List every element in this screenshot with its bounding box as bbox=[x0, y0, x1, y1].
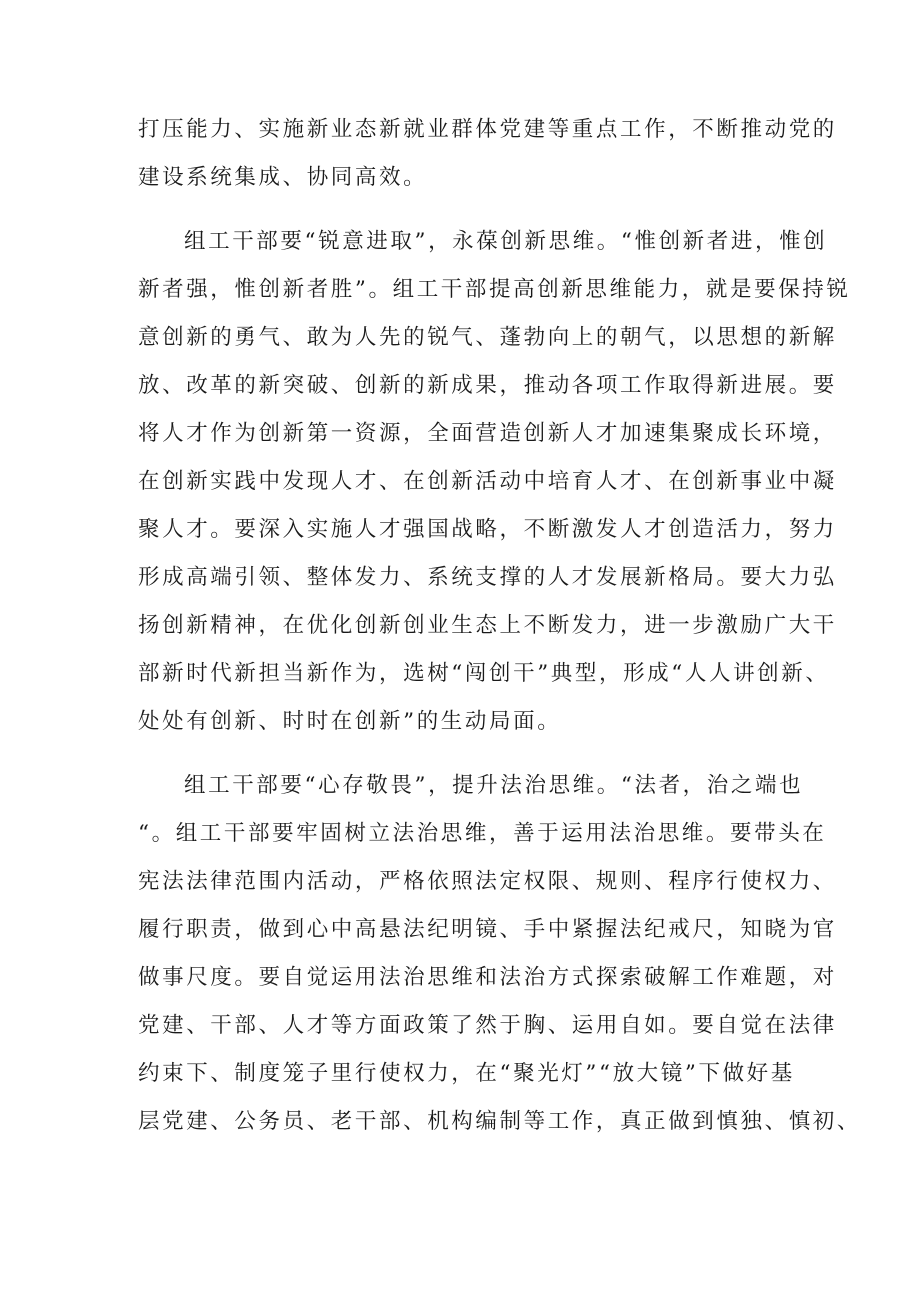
paragraph-3-line-5: 做事尺度。要自觉运用法治思维和法治方式探索破解工作难题，对 bbox=[138, 965, 837, 990]
paragraph-2-line-7: 聚人才。要深入实施人才强国战略，不断激发人才创造活力，努力 bbox=[138, 517, 837, 542]
paragraph-2-line-3: 意创新的勇气、敢为人先的锐气、蓬勃向上的朝气，以思想的新解 bbox=[138, 325, 837, 350]
paragraph-3-line-8: 层党建、公务员、老干部、机构编制等工作，真正做到慎独、慎初、 bbox=[138, 1109, 862, 1134]
paragraph-2-line-11: 处处有创新、时时在创新”的生动局面。 bbox=[138, 709, 562, 734]
paragraph-2-line-5: 将人才作为创新第一资源，全面营造创新人才加速集聚成长环境， bbox=[138, 421, 837, 446]
paragraph-2-line-1: 组工干部要“锐意进取”，永葆创新思维。“惟创新者进，惟创 bbox=[184, 229, 828, 254]
paragraph-2-line-9: 扬创新精神，在优化创新创业生态上不断发力，进一步激励广大干 bbox=[138, 613, 837, 638]
paragraph-2-line-8: 形成高端引领、整体发力、系统支撑的人才发展新格局。要大力弘 bbox=[138, 565, 837, 590]
paragraph-2-line-10: 部新时代新担当新作为，选树“闯创干”典型，形成“人人讲创新、 bbox=[138, 661, 830, 686]
paragraph-3-line-1: 组工干部要“心存敬畏”，提升法治思维。“法者，治之端也 bbox=[184, 773, 804, 798]
paragraph-2-line-4: 放、改革的新突破、创新的新成果，推动各项工作取得新进展。要 bbox=[138, 373, 837, 398]
paragraph-2-line-6: 在创新实践中发现人才、在创新活动中培育人才、在创新事业中凝 bbox=[138, 469, 837, 494]
paragraph-3-line-4: 履行职责，做到心中高悬法纪明镜、手中紧握法纪戒尺，知晓为官 bbox=[138, 917, 837, 942]
paragraph-3-line-3: 宪法法律范围内活动，严格依照法定权限、规则、程序行使权力、 bbox=[138, 869, 837, 894]
paragraph-1-line-2: 建设系统集成、协同高效。 bbox=[138, 165, 428, 190]
paragraph-3-line-2: “。组工干部要牢固树立法治思维，善于运用法治思维。要带头在 bbox=[138, 821, 827, 846]
paragraph-2-line-2: 新者强，惟创新者胜”。组工干部提高创新思维能力，就是要保持锐 bbox=[138, 277, 851, 302]
paragraph-3-line-6: 党建、干部、人才等方面政策了然于胸、运用自如。要自觉在法律 bbox=[138, 1013, 837, 1038]
paragraph-1-line-1: 打压能力、实施新业态新就业群体党建等重点工作，不断推动党的 bbox=[138, 117, 837, 142]
paragraph-3-line-7: 约束下、制度笼子里行使权力，在“聚光灯”“放大镜”下做好基 bbox=[138, 1061, 795, 1086]
